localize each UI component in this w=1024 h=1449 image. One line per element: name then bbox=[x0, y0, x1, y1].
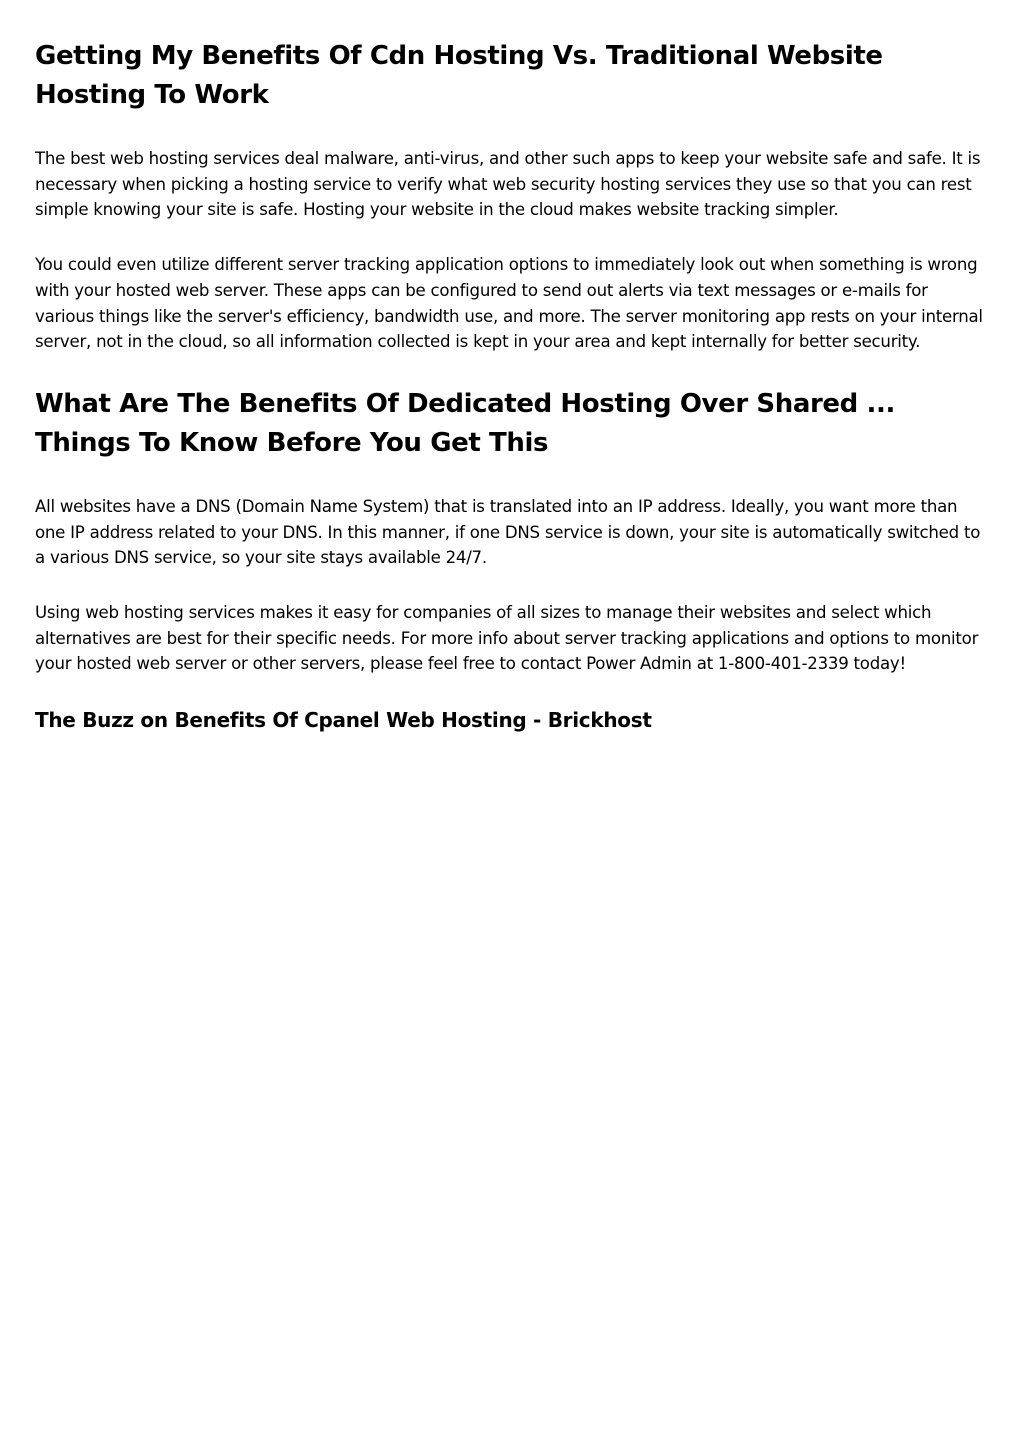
section-2-heading: What Are The Benefits Of Dedicated Hosting Over Shared ... Things To Know Before You Get This bbox=[35, 388, 895, 458]
section-1-paragraph-2: You could even utilize different server tracking application options to immediately look out when something is wrong with your hosted web server. These apps can be configured to send out alerts via text messages or e-mails for various things like the server's efficiency, bandwidth use, and more. The server monitoring app rests on your internal server, not in the cloud, so all information collected is kept in your area and kept internally for better security. bbox=[35, 255, 983, 352]
section-3-heading: The Buzz on Benefits Of Cpanel Web Hosting - Brickhost bbox=[35, 708, 652, 733]
section-2-paragraph-2: Using web hosting services makes it easy for companies of all sizes to manage their websites and select which alternatives are best for their specific needs. For more info about server tracking applications and options to monitor your hosted web server or other servers, please feel free to contact Power Admin at 1-800-401-2339 today! bbox=[35, 603, 979, 674]
document-page bbox=[35, 0, 990, 735]
section-2-paragraph-1: All websites have a DNS (Domain Name System) that is translated into an IP address. Ideally, you want more than one IP address related to your DNS. In this manner, if one DNS service is down, your site is automatically switched to a various DNS service, so your site stays available 24/7. bbox=[35, 496, 981, 568]
section-1-heading: Getting My Benefits Of Cdn Hosting Vs. Traditional Website Hosting To Work bbox=[35, 41, 883, 110]
section-1-paragraph-1: The best web hosting services deal malware, anti-virus, and other such apps to keep your website safe and safe. It is necessary when picking a hosting service to verify what web security hosting services they use so that you can rest simple knowing your site is safe. Hosting your website in the cloud makes website tracking simpler. bbox=[35, 149, 981, 220]
